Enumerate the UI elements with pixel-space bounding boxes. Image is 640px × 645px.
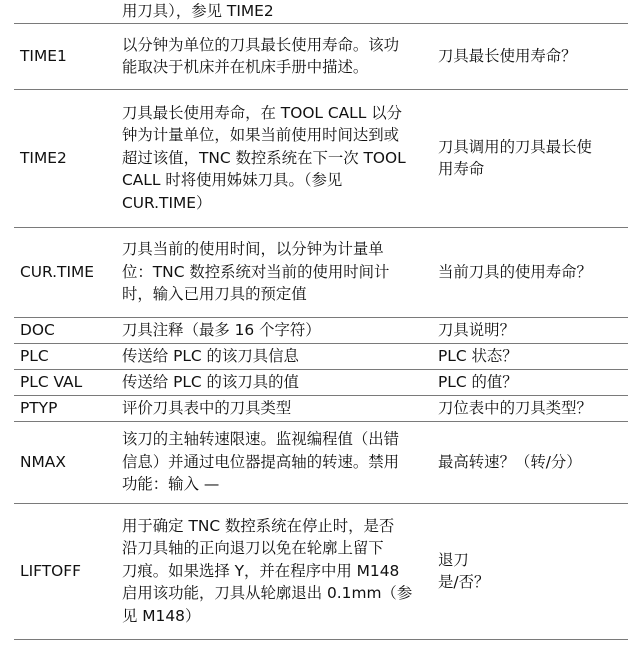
param-prompt: 当前刀具的使用寿命？ bbox=[438, 262, 592, 281]
param-prompt: 退刀 bbox=[438, 550, 469, 569]
param-name: PTYP bbox=[20, 398, 58, 417]
param-prompt: PLC 的值？ bbox=[438, 372, 518, 391]
param-name: PLC VAL bbox=[20, 372, 83, 391]
param-prompt: 刀位表中的刀具类型？ bbox=[438, 398, 592, 417]
param-name-cell bbox=[14, 503, 120, 639]
param-name: PLC bbox=[20, 346, 49, 365]
param-prompt-cell bbox=[432, 0, 628, 23]
tool-parameter-table bbox=[14, 0, 628, 640]
param-prompt-cell bbox=[432, 343, 628, 369]
param-prompt: 最高转速？（转/分） bbox=[438, 452, 582, 471]
param-prompt-cell bbox=[432, 317, 628, 343]
table-row bbox=[14, 23, 628, 89]
param-prompt: 刀具说明？ bbox=[438, 320, 515, 339]
param-prompt: 刀具调用的刀具最长使 bbox=[438, 137, 592, 156]
param-name-cell bbox=[14, 395, 120, 421]
table-row bbox=[14, 395, 628, 421]
param-name-cell bbox=[14, 343, 120, 369]
param-name-cell bbox=[14, 227, 120, 317]
param-description-line: 时，输入已用刀具的预定值 bbox=[122, 285, 307, 304]
param-name: NMAX bbox=[20, 452, 66, 471]
param-name-cell bbox=[14, 0, 120, 23]
param-description-cell bbox=[120, 343, 432, 369]
param-description-line: 见 M148） bbox=[122, 606, 201, 625]
param-prompt-cell bbox=[432, 421, 628, 503]
param-name-cell bbox=[14, 369, 120, 395]
param-name-cell bbox=[14, 89, 120, 227]
param-name-cell bbox=[14, 23, 120, 89]
param-prompt: 是/否？ bbox=[438, 573, 490, 592]
param-description-line: 用于确定 TNC 数控系统在停止时，是否 bbox=[122, 516, 395, 535]
param-description-cell bbox=[120, 421, 432, 503]
param-prompt: 用寿命 bbox=[438, 160, 485, 179]
table-row bbox=[14, 369, 628, 395]
param-description-line: CUR.TIME） bbox=[122, 193, 212, 212]
param-description-line: 沿刀具轴的正向退刀以免在轮廓上留下 bbox=[122, 539, 384, 558]
table-row-continuation bbox=[14, 0, 628, 23]
continuation-text: 用刀具），参见 TIME2 bbox=[122, 2, 274, 20]
param-description-line: 刀具最长使用寿命，在 TOOL CALL 以分 bbox=[122, 103, 402, 122]
param-description-line: 超过该值，TNC 数控系统在下一次 TOOL bbox=[122, 148, 406, 167]
param-description-line: CALL 时将使用姊妹刀具。（参见 bbox=[122, 171, 343, 190]
param-description-line: 钟为计量单位，如果当前使用时间达到或 bbox=[122, 126, 400, 145]
table-row bbox=[14, 317, 628, 343]
param-prompt-cell bbox=[432, 395, 628, 421]
param-description-line: 以分钟为单位的刀具最长使用寿命。该功 bbox=[122, 35, 400, 54]
param-description-cell bbox=[120, 0, 432, 23]
param-prompt-cell bbox=[432, 23, 628, 89]
param-prompt-cell bbox=[432, 503, 628, 639]
param-description-line: 信息）并通过电位器提高轴的转速。禁用 bbox=[122, 452, 400, 471]
param-prompt-cell bbox=[432, 227, 628, 317]
param-prompt-cell bbox=[432, 89, 628, 227]
param-description-cell bbox=[120, 395, 432, 421]
param-prompt-cell bbox=[432, 369, 628, 395]
table-row bbox=[14, 343, 628, 369]
param-description-line: 刀具当前的使用时间，以分钟为计量单 bbox=[122, 240, 384, 259]
table-row bbox=[14, 421, 628, 503]
param-description-line: 评价刀具表中的刀具类型 bbox=[122, 398, 292, 417]
param-description-cell bbox=[120, 227, 432, 317]
param-description-line: 能取决于机床并在机床手册中描述。 bbox=[122, 58, 369, 77]
param-description-line: 该刀的主轴转速限速。监视编程值（出错 bbox=[122, 430, 400, 449]
param-name: DOC bbox=[20, 320, 55, 339]
param-description-cell bbox=[120, 503, 432, 639]
param-name: TIME2 bbox=[20, 148, 67, 167]
param-description-line: 刀具注释（最多 16 个字符） bbox=[122, 320, 321, 339]
param-name-cell bbox=[14, 421, 120, 503]
table-row bbox=[14, 503, 628, 639]
param-name: CUR.TIME bbox=[20, 262, 94, 281]
table-row bbox=[14, 227, 628, 317]
param-description-cell bbox=[120, 369, 432, 395]
param-description-line: 刀痕。如果选择 Y，并在程序中用 M148 bbox=[122, 561, 400, 580]
param-prompt: PLC 状态？ bbox=[438, 346, 518, 365]
param-description-line: 传送给 PLC 的该刀具信息 bbox=[122, 346, 299, 365]
param-name: LIFTOFF bbox=[20, 561, 81, 580]
param-description-line: 位：TNC 数控系统对当前的使用时间计 bbox=[122, 262, 390, 281]
param-description-cell bbox=[120, 89, 432, 227]
param-description-cell bbox=[120, 317, 432, 343]
param-description-line: 传送给 PLC 的该刀具的值 bbox=[122, 372, 299, 391]
table-row bbox=[14, 89, 628, 227]
param-name: TIME1 bbox=[20, 46, 67, 65]
param-description-line: 功能：输入 — bbox=[122, 475, 220, 494]
param-description-line: 启用该功能，刀具从轮廓退出 0.1mm（参 bbox=[122, 584, 413, 603]
param-prompt: 刀具最长使用寿命？ bbox=[438, 46, 577, 65]
param-name-cell bbox=[14, 317, 120, 343]
param-description-cell bbox=[120, 23, 432, 89]
